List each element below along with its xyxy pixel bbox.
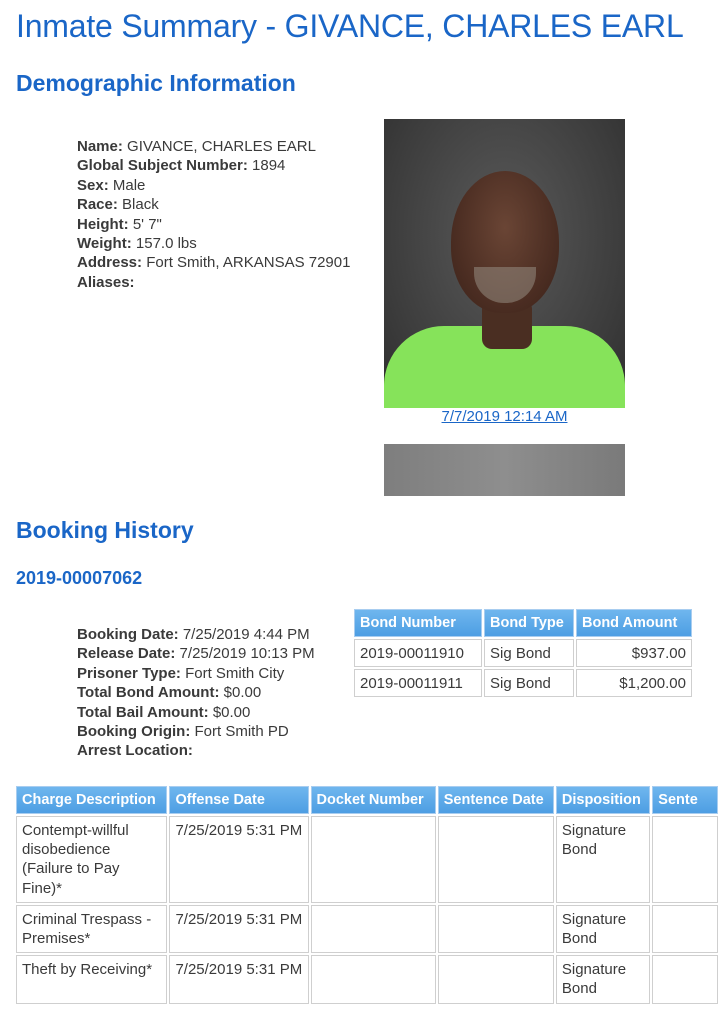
bond-number-cell: 2019-00011910 (354, 639, 482, 667)
field-arrest-location: Arrest Location: (77, 742, 193, 760)
bond-type-cell: Sig Bond (484, 669, 574, 697)
field-booking-origin: Booking Origin: Fort Smith PD (77, 723, 289, 741)
sentence-date-cell (438, 816, 554, 903)
demographic-section-title: Demographic Information (16, 70, 296, 96)
table-row (16, 905, 718, 953)
table-row (354, 669, 692, 697)
field-race: Race: Black (77, 196, 159, 214)
header-charge-description[interactable]: Charge Description (16, 786, 167, 814)
field-global-subject-number: Global Subject Number: 1894 (77, 157, 286, 175)
table-row (16, 816, 718, 903)
bond-amount-cell: $937.00 (576, 639, 692, 667)
sentence-date-cell (438, 905, 554, 953)
header-offense-date[interactable]: Offense Date (169, 786, 308, 814)
field-release-date: Release Date: 7/25/2019 10:13 PM (77, 645, 315, 663)
header-sentence[interactable]: Sente (652, 786, 718, 814)
demographic-info-list (77, 137, 350, 292)
sentence-cell (652, 816, 718, 903)
field-prisoner-type: Prisoner Type: Fort Smith City (77, 664, 285, 682)
docket-number-cell (311, 905, 436, 953)
table-row (354, 639, 692, 667)
header-bond-amount[interactable]: Bond Amount (576, 609, 692, 637)
field-sex: Sex: Male (77, 176, 146, 194)
bond-table (352, 607, 694, 699)
table-row (16, 955, 718, 1003)
charge-description-cell: Contempt-willful disobedience (Failure to Pay Fine)* (16, 816, 167, 903)
header-disposition[interactable]: Disposition (556, 786, 650, 814)
header-sentence-date[interactable]: Sentence Date (438, 786, 554, 814)
disposition-cell: Signature Bond (556, 816, 650, 903)
bond-type-cell: Sig Bond (484, 639, 574, 667)
booking-info-list (77, 625, 315, 761)
field-booking-date: Booking Date: 7/25/2019 4:44 PM (77, 626, 310, 643)
page-title: Inmate Summary - GIVANCE, CHARLES EARL (16, 8, 684, 44)
bond-number-cell: 2019-00011911 (354, 669, 482, 697)
field-address: Address: Fort Smith, ARKANSAS 72901 (77, 254, 351, 272)
field-height: Height: 5' 7" (77, 215, 162, 233)
bond-amount-cell: $1,200.00 (576, 669, 692, 697)
header-docket-number[interactable]: Docket Number (311, 786, 436, 814)
field-name: Name: GIVANCE, CHARLES EARL (77, 138, 316, 155)
docket-number-cell (311, 955, 436, 1003)
charge-description-cell: Theft by Receiving* (16, 955, 167, 1003)
offense-date-cell: 7/25/2019 5:31 PM (169, 955, 308, 1003)
sentence-cell (652, 955, 718, 1003)
disposition-cell: Signature Bond (556, 905, 650, 953)
sentence-cell (652, 905, 718, 953)
field-total-bail-amount: Total Bail Amount: $0.00 (77, 703, 251, 721)
field-total-bond-amount: Total Bond Amount: $0.00 (77, 684, 262, 702)
mugshot-photo[interactable] (384, 119, 625, 408)
charge-description-cell: Criminal Trespass - Premises* (16, 905, 167, 953)
booking-history-section-title: Booking History (16, 517, 194, 543)
docket-number-cell (311, 816, 436, 903)
offense-date-cell: 7/25/2019 5:31 PM (169, 905, 308, 953)
charge-header-row (16, 786, 718, 814)
bond-header-row (354, 609, 692, 637)
mugshot-photo-secondary[interactable] (384, 444, 625, 496)
offense-date-cell: 7/25/2019 5:31 PM (169, 816, 308, 903)
header-bond-number[interactable]: Bond Number (354, 609, 482, 637)
booking-number: 2019-00007062 (16, 568, 143, 588)
sentence-date-cell (438, 955, 554, 1003)
charge-table (14, 784, 720, 1006)
header-bond-type[interactable]: Bond Type (484, 609, 574, 637)
disposition-cell: Signature Bond (556, 955, 650, 1003)
photo-date-link[interactable]: 7/7/2019 12:14 AM (441, 408, 568, 425)
field-aliases: Aliases: (77, 273, 135, 291)
field-weight: Weight: 157.0 lbs (77, 235, 197, 253)
